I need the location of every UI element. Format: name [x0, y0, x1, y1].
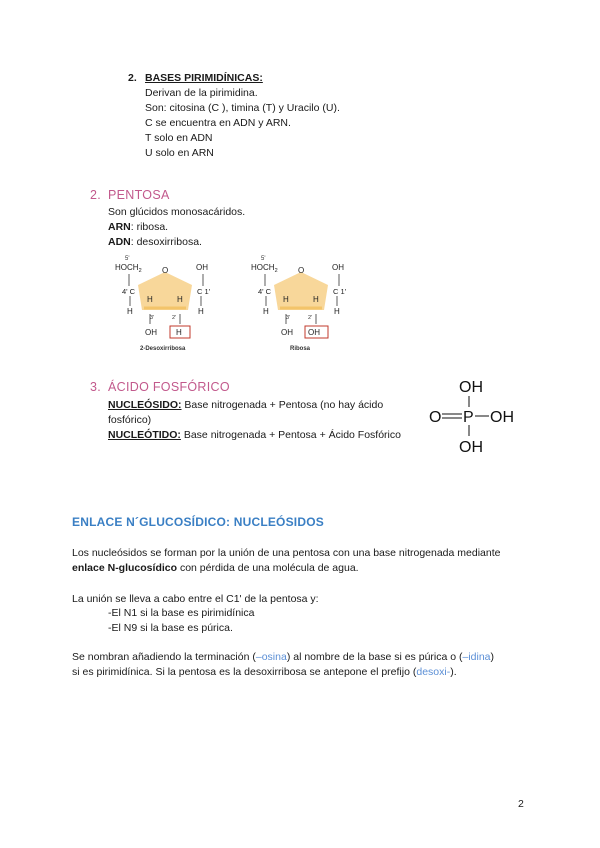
page-number: 2: [518, 798, 524, 810]
enlace-p3-line1: Se nombran añadiendo la terminación (–osina) al nombre de la base si es púrica o (–idina): [72, 651, 495, 663]
enlace-p2-item2: -El N9 si la base es púrica.: [108, 622, 233, 634]
pentosa-adn-line: [108, 235, 202, 250]
desoxi-caption: 2-Desoxirribosa: [140, 346, 186, 352]
bases-line-3: C se encuentra en ADN y ARN.: [145, 117, 291, 129]
enlace-p1-line1: Los nucleósidos se forman por la unión de una pentosa con una base nitrogenada mediante: [72, 547, 501, 559]
bases-number: 2.: [128, 72, 137, 84]
arn-label: ARN: [108, 221, 131, 233]
desoxi-oh-top: OH: [196, 263, 208, 272]
osina-term: –osina: [255, 651, 287, 663]
ribosa-c2-label: 2': [308, 315, 313, 321]
ribosa-oh-top: OH: [332, 263, 344, 272]
bases-line-1: Derivan de la pirimidina.: [145, 87, 258, 99]
bases-line-5: U solo en ARN: [145, 147, 214, 159]
nucleotido-line: [108, 428, 401, 443]
enlace-p3-line2: si es pirimidínica. Si la pentosa es la desoxirribosa se antepone el prefijo (desoxi-).: [72, 666, 457, 678]
phosphate-oh-top: OH: [459, 379, 483, 396]
phosphoric-acid-structure: [425, 374, 525, 460]
desoxi-c1-label: C 1': [197, 287, 211, 296]
enlace-bold-term: enlace N-glucosídico: [72, 562, 178, 574]
nucleotido-label: NUCLEÓTIDO:: [108, 429, 181, 441]
ribosa-h-in-right: H: [313, 295, 319, 304]
ribosa-ring: [274, 272, 328, 310]
bases-line-2: Son: citosina (C ), timina (T) y Uracilo (U).: [145, 102, 340, 114]
sugar-structures-diagram: [108, 252, 358, 356]
bases-title: BASES PIRIMIDÍNICAS:: [145, 72, 263, 84]
desoxirribosa-structure: [115, 256, 211, 352]
desoxi-bottom-right: H: [176, 328, 182, 337]
phosphate-oh-right: OH: [490, 409, 514, 426]
nucleotido-text: Base nitrogenada + Pentosa + Ácido Fosfórico: [180, 429, 401, 441]
nucleosido-text: Base nitrogenada + Pentosa (no hay ácido: [181, 399, 384, 411]
bases-line-4: T solo en ADN: [145, 132, 213, 144]
desoxi-c4-label: 4' C: [122, 287, 136, 296]
desoxi-hoch2-label: $HOCH_2$: [115, 263, 142, 274]
desoxi-c5-label: 5': [125, 256, 130, 262]
nucleosido-label: NUCLEÓSIDO:: [108, 399, 182, 411]
enlace-p1-line2: [72, 561, 359, 576]
pentosa-title: PENTOSA: [108, 188, 170, 202]
enlace-p2-item1: -El N1 si la base es pirimidínica: [108, 607, 255, 619]
phosphate-oh-bottom: OH: [459, 439, 483, 456]
idina-term: –idina: [462, 651, 491, 663]
enlace-p1-rest: con pérdida de una molécula de agua.: [177, 562, 359, 574]
ribosa-h-in-left: H: [283, 295, 289, 304]
phosphate-phosphorus: P: [463, 409, 474, 426]
nucleosido-line: [108, 398, 383, 413]
desoxi-c3-label: 3': [150, 315, 155, 321]
enlace-title: ENLACE N´GLUCOSÍDICO: NUCLEÓSIDOS: [72, 515, 324, 529]
desoxi-h-in-right: H: [177, 295, 183, 304]
desoxi-h-out-left: H: [127, 307, 133, 316]
ribosa-structure: [251, 256, 347, 352]
ribosa-c1-label: C 1': [333, 287, 347, 296]
desoxi-term: desoxi-: [416, 666, 451, 678]
ribosa-hoch2-label: $HOCH_2$: [251, 263, 278, 274]
ribosa-ring-oxygen: O: [298, 266, 305, 275]
desoxi-ring-oxygen: O: [162, 266, 169, 275]
adn-text: : desoxirribosa.: [130, 236, 202, 248]
ribosa-h-out-right: H: [334, 307, 340, 316]
desoxi-h-out-right: H: [198, 307, 204, 316]
adn-label: ADN: [108, 236, 131, 248]
ribosa-h-out-left: H: [263, 307, 269, 316]
pentosa-number: 2.: [90, 188, 102, 202]
desoxi-bottom-left: OH: [145, 328, 157, 337]
acido-title: ÁCIDO FOSFÓRICO: [108, 380, 230, 394]
enlace-p2-line1: La unión se lleva a cabo entre el C1' de la pentosa y:: [72, 593, 319, 605]
ribosa-caption: Ribosa: [290, 346, 311, 352]
ribosa-c4-label: 4' C: [258, 287, 272, 296]
ribosa-c3-label: 3': [286, 315, 291, 321]
pentosa-arn-line: [108, 220, 168, 235]
pentosa-line-1: Son glúcidos monosacáridos.: [108, 206, 246, 218]
ribosa-bottom-right: OH: [308, 328, 320, 337]
nucleosido-line-2: fosfórico): [108, 414, 152, 426]
desoxirribosa-ring: [138, 272, 192, 310]
ribosa-bottom-left: OH: [281, 328, 293, 337]
desoxi-h-in-left: H: [147, 295, 153, 304]
ribosa-c5-label: 5': [261, 256, 266, 262]
desoxi-c2-label: 2': [172, 315, 177, 321]
acido-number: 3.: [90, 380, 102, 394]
phosphate-oxygen: O: [429, 409, 442, 426]
arn-text: : ribosa.: [130, 221, 169, 233]
